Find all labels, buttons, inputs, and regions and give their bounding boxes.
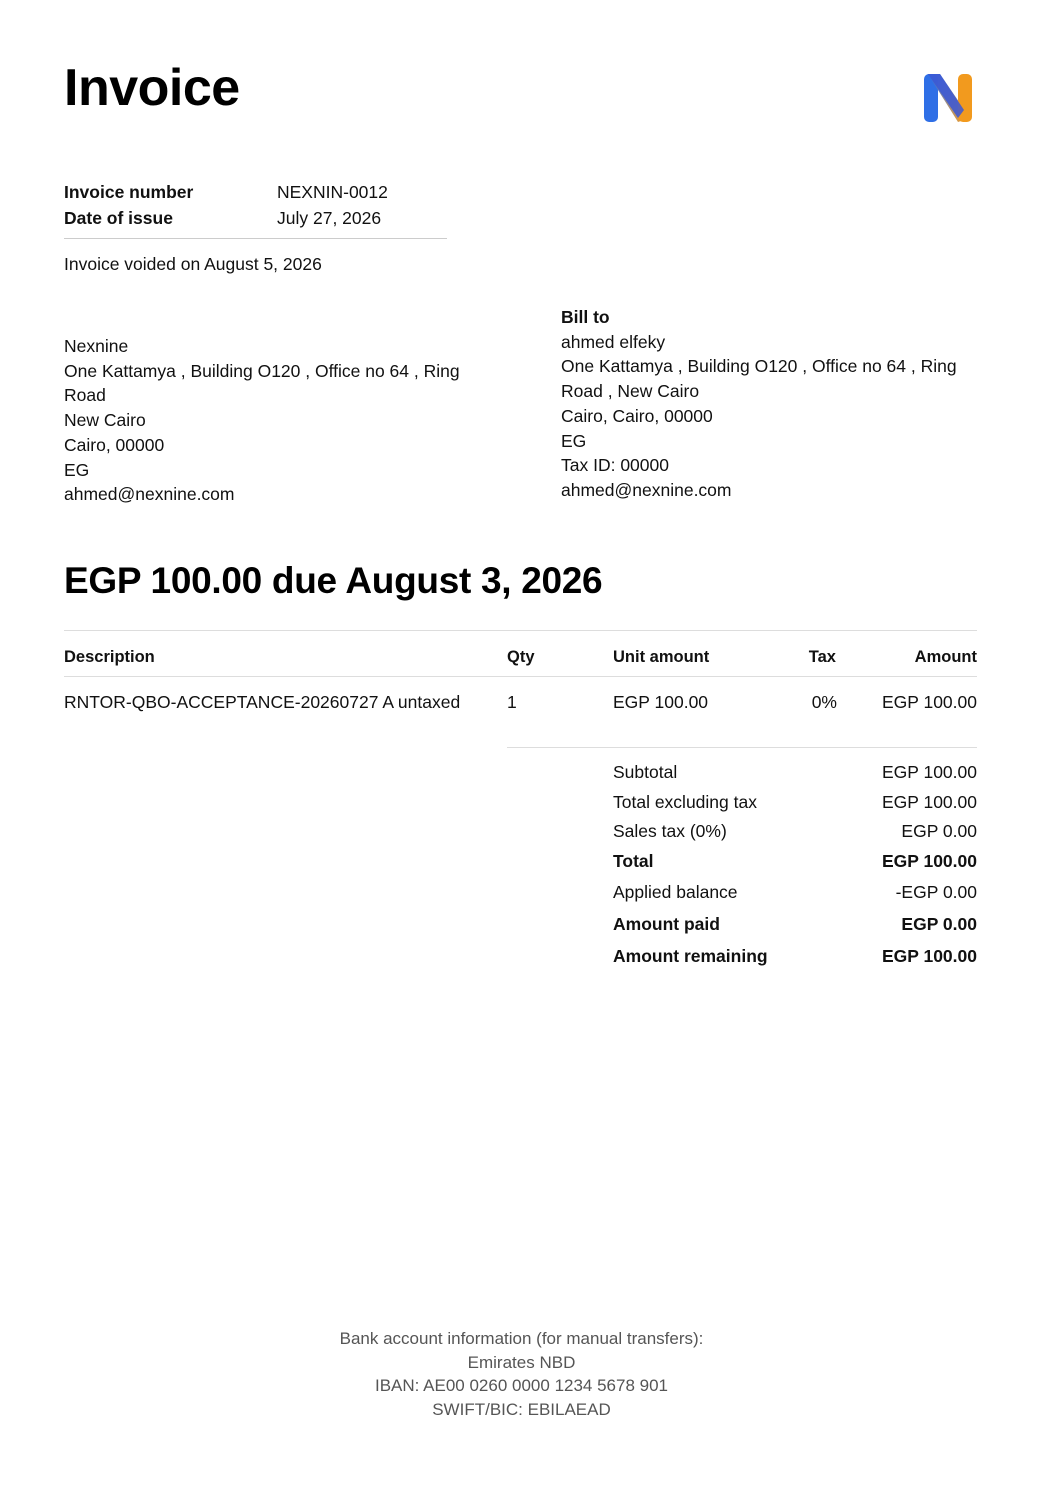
- customer-name: ahmed elfeky: [561, 331, 666, 352]
- bill-to-heading: Bill to: [561, 307, 610, 327]
- applied-balance-value: -EGP 0.00: [895, 882, 977, 902]
- total-excluding-tax-value: EGP 100.00: [881, 791, 977, 812]
- header-description: Description: [64, 648, 155, 666]
- applied-balance-label: Applied balance: [613, 882, 738, 902]
- header-qty: Qty: [507, 648, 535, 666]
- amount-paid-row: [507, 909, 977, 940]
- invoice-meta: [64, 179, 447, 239]
- invoice-number-label: Invoice number: [64, 182, 194, 202]
- meta-divider: [64, 238, 447, 239]
- header-tax: Tax: [808, 648, 836, 666]
- date-of-issue-row: [64, 205, 447, 231]
- sales-tax-label: Sales tax (0%): [613, 821, 727, 841]
- subtotal-value: EGP 100.00: [881, 762, 977, 782]
- row-description: RNTOR-QBO-ACCEPTANCE-20260727 A untaxed: [64, 692, 461, 712]
- seller-country: EG: [64, 459, 90, 480]
- total-label: Total: [613, 850, 654, 871]
- row-qty: 1: [507, 692, 517, 712]
- sales-tax-value: EGP 0.00: [901, 821, 977, 841]
- seller-email: ahmed@nexnine.com: [64, 484, 235, 505]
- subtotal-label: Subtotal: [613, 762, 678, 782]
- amount-remaining-row: [507, 941, 977, 972]
- customer-country: EG: [561, 430, 587, 451]
- customer-address-line-2: Road , New Cairo: [561, 381, 700, 402]
- customer-email: ahmed@nexnine.com: [561, 479, 732, 500]
- line-items-table: [64, 630, 977, 724]
- seller-address: [64, 334, 504, 507]
- date-of-issue-value: July 27, 2026: [277, 208, 382, 228]
- seller-address-line: One Kattamya , Building O120 , Office no 64 , Ring Road: [64, 360, 460, 406]
- date-of-issue-label: Date of issue: [64, 208, 173, 228]
- applied-balance-row: [507, 877, 977, 908]
- amount-remaining-value: EGP 100.00: [881, 946, 977, 966]
- bank-info: [0, 1327, 1043, 1421]
- voided-notice: Invoice voided on August 5, 2026: [64, 254, 322, 274]
- sales-tax-row: [507, 817, 977, 847]
- total-row: [507, 847, 977, 877]
- invoice-number-row: [64, 179, 447, 205]
- header-amount: Amount: [914, 648, 977, 666]
- amount-paid-value: EGP 0.00: [901, 914, 977, 934]
- bank-swift: SWIFT/BIC: EBILAEAD: [432, 1399, 611, 1419]
- nexnine-logo-icon: [920, 70, 976, 126]
- row-amount: EGP 100.00: [881, 692, 977, 712]
- bank-name: Emirates NBD: [467, 1352, 576, 1372]
- seller-region: Cairo, 00000: [64, 434, 165, 455]
- seller-city: New Cairo: [64, 410, 146, 431]
- amount-paid-label: Amount paid: [613, 914, 720, 934]
- total-value: EGP 100.00: [881, 850, 977, 871]
- customer-address-line-1: One Kattamya , Building O120 , Office no 64 , Ring: [561, 356, 957, 377]
- subtotal-row: [507, 758, 977, 788]
- bank-info-heading: Bank account information (for manual transfers):: [339, 1329, 704, 1348]
- seller-name: Nexnine: [64, 336, 129, 356]
- page-title: Invoice: [64, 59, 240, 117]
- table-row: [64, 677, 977, 724]
- row-tax: 0%: [811, 692, 837, 712]
- table-header: [64, 630, 977, 677]
- total-excluding-tax-row: [507, 788, 977, 818]
- total-excluding-tax-label: Total excluding tax: [613, 791, 757, 812]
- invoice-number-value: NEXNIN-0012: [277, 182, 388, 202]
- bill-to-address: [561, 305, 971, 503]
- totals-section: [507, 747, 977, 972]
- amount-remaining-label: Amount remaining: [613, 946, 768, 966]
- bank-iban: IBAN: AE00 0260 0000 1234 5678 901: [374, 1376, 669, 1395]
- header-unit-amount: Unit amount: [613, 648, 710, 666]
- customer-region: Cairo, Cairo, 00000: [561, 405, 713, 426]
- amount-due-heading: EGP 100.00 due August 3, 2026: [64, 560, 603, 601]
- row-unit-amount: EGP 100.00: [613, 692, 709, 712]
- customer-tax-id: Tax ID: 00000: [561, 455, 669, 476]
